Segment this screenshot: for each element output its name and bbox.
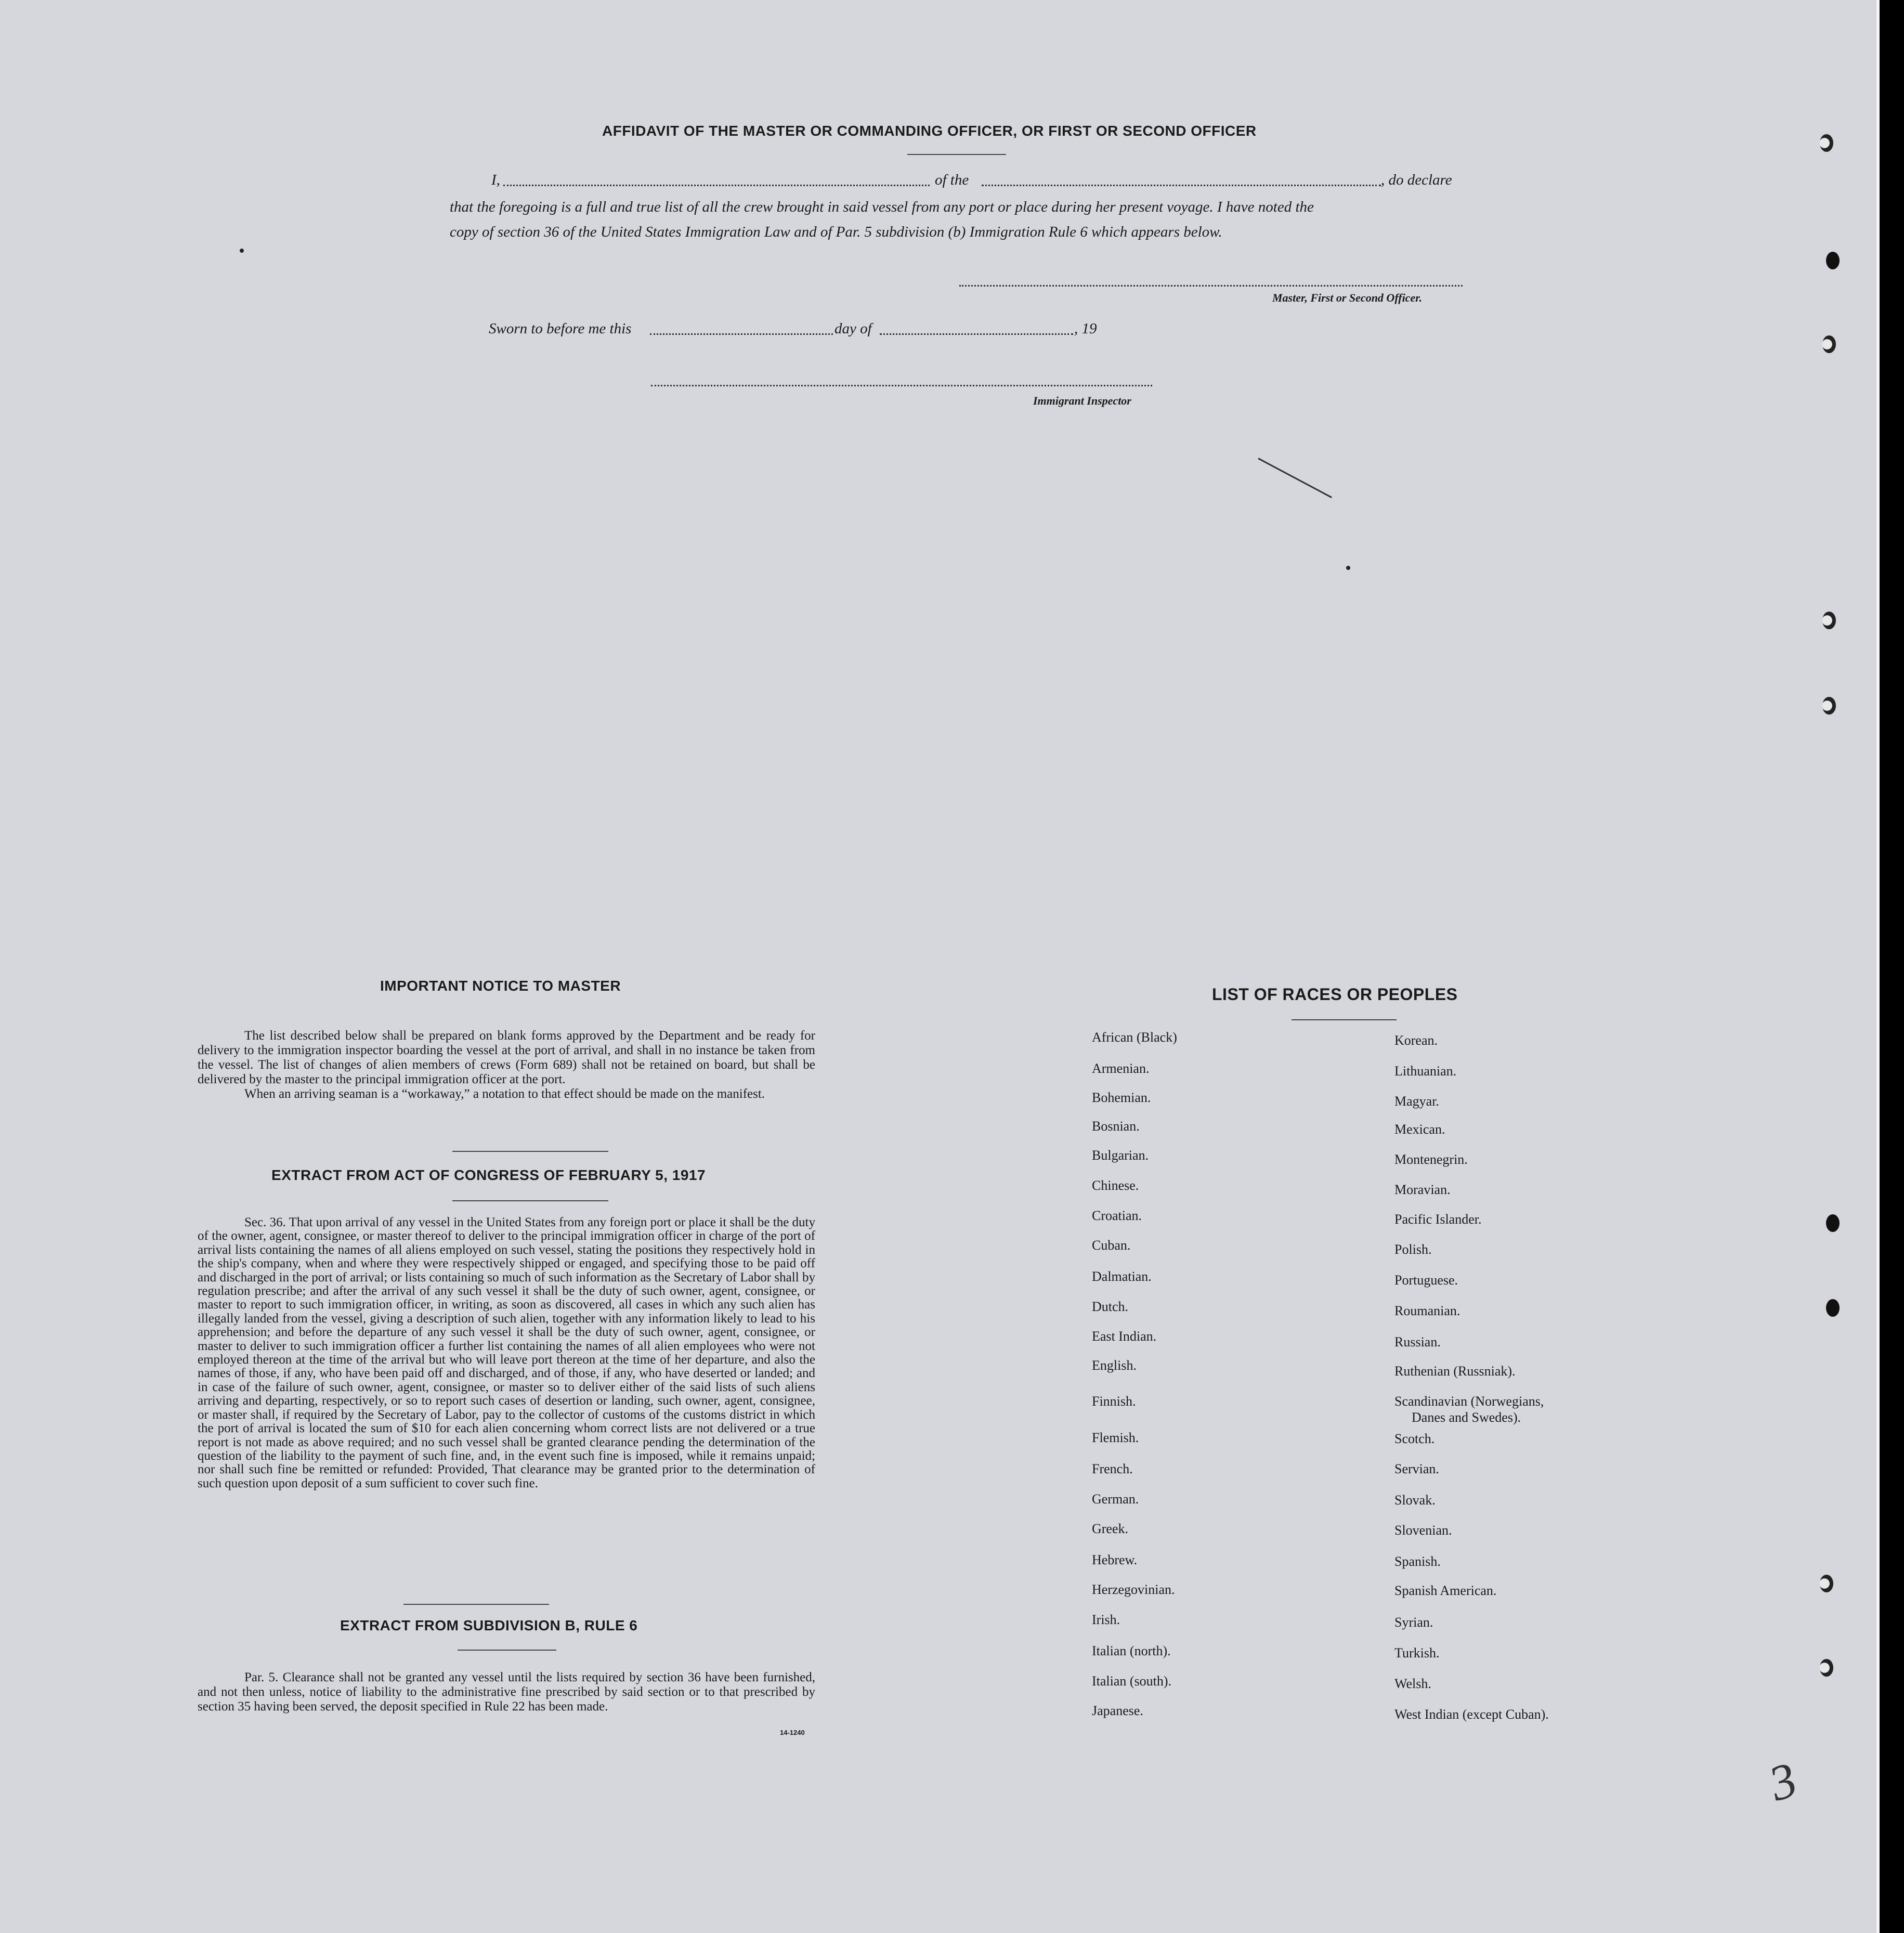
race-left-item: Croatian. [1092, 1208, 1142, 1223]
rule-extract-title: EXTRACT FROM SUBDIVISION B, RULE 6 [340, 1617, 638, 1633]
race-right-item: Portuguese. [1394, 1273, 1458, 1288]
sworn-label: Sworn to before me this [489, 320, 632, 337]
race-right-item: Scandinavian (Norwegians, [1394, 1394, 1544, 1409]
binder-hole [1822, 335, 1836, 353]
race-left-item: Irish. [1092, 1612, 1120, 1627]
race-right-item: Turkish. [1394, 1645, 1440, 1660]
rule-par-5-text: Par. 5. Clearance shall not be granted any vessel until the lists required by section 36 have been furnished, and not then unless, notice of liability to the administrative fine prescribed by said section or to that prescribed by section 35 having been served, the deposit specified in Rule 22 has been made. [198, 1670, 815, 1714]
binder-hole [1826, 1214, 1840, 1232]
binder-hole [1826, 252, 1840, 269]
binder-hole [1820, 1659, 1833, 1677]
race-left-item: Italian (south). [1092, 1673, 1172, 1689]
pen-stroke [1258, 458, 1332, 498]
affidavit-line-3: copy of section 36 of the United States Immigration Law and of Par. 5 subdivision (b) Immigration Rule 6 which appears below. [450, 224, 1222, 240]
race-right-item: Ruthenian (Russniak). [1394, 1364, 1516, 1379]
divider [403, 1604, 549, 1605]
divider [907, 154, 1006, 155]
race-left-item: Cuban. [1092, 1238, 1131, 1253]
race-right-item: Roumanian. [1394, 1303, 1460, 1318]
race-left-item: Bohemian. [1092, 1090, 1151, 1105]
year-label: , 19 [1074, 320, 1097, 337]
race-left-item: Armenian. [1092, 1061, 1150, 1076]
rule-extract-body [198, 1670, 815, 1714]
speck [1346, 566, 1350, 570]
race-left-item: French. [1092, 1461, 1133, 1476]
race-right-item: Moravian. [1394, 1182, 1451, 1197]
affidavit-i-label: I, [491, 172, 500, 188]
affidavit-title: AFFIDAVIT OF THE MASTER OR COMMANDING OFFICER, OR FIRST OR SECOND OFFICER [602, 123, 1257, 139]
act-extract-title: EXTRACT FROM ACT OF CONGRESS OF FEBRUARY 5, 1917 [271, 1167, 706, 1183]
race-left-item: Italian (north). [1092, 1643, 1171, 1658]
race-right-item: Syrian. [1394, 1615, 1433, 1630]
vessel-blank[interactable] [982, 185, 1381, 186]
race-left-item: Dalmatian. [1092, 1269, 1152, 1284]
race-right-item: Spanish American. [1394, 1583, 1497, 1598]
affidavit-line-2: that the foregoing is a full and true list of all the crew brought in said vessel from any port or place during her present voyage. I have noted the [450, 199, 1314, 215]
act-section-36-text: Sec. 36. That upon arrival of any vessel in the United States from any foreign port or place it shall be the duty of the owner, agent, consignee, or master thereof to deliver to the principal immigration officer in charge of the port of arrival lists containing the names of all aliens employed on such vessel, stating the positions they respectively hold in the ship's company, when and where they were respectively shipped or engaged, and specifying those to be paid off and discharged in the port of arrival; or lists containing so much of such information as the Secretary of Labor shall by regulation prescribe; and after the arrival of any such vessel it shall be the duty of such owner, agent, consignee, or master to report to such immigration officer, in writing, as soon as discovered, all cases in which any such alien has illegally landed from the vessel, giving a description of such alien, together with any information likely to lead to his apprehension; and before the departure of any such vessel it shall be the duty of such owner, agent, consignee, or master to deliver to such immigration officer a further list containing the names of all alien employees who were not employed thereon at the time of the arrival but who will leave port thereon at the time of her departure, and also the names of those, if any, who have been paid off and discharged, and of those, if any, who have deserted or landed; and in case of the failure of such owner, agent, consignee, or master so to deliver either of the said lists of such aliens arriving and departing, respectively, or so to report such cases of desertion or landing, such owner, agent, consignee, or master shall, if required by the Secretary of Labor, pay to the collector of customs of the customs district in which the port of arrival is located the sum of $10 for each alien concerning whom correct lists are not delivered or a true report is not made as above required; and no such vessel shall be granted clearance pending the determination of the question of the liability to the payment of such fine, and, in the event such fine is imposed, while it remains unpaid; nor shall such fine be remitted or refunded: Provided, That clearance may be granted prior to the determination of such question upon deposit of a sum sufficient to cover such fine. [198, 1215, 815, 1490]
act-extract-body [198, 1216, 815, 1490]
race-right-item: Russian. [1394, 1334, 1441, 1350]
race-left-item: German. [1092, 1491, 1139, 1507]
race-right-item: West Indian (except Cuban). [1394, 1707, 1549, 1722]
master-signature-line[interactable] [959, 285, 1463, 287]
divider [452, 1200, 608, 1201]
race-right-item: Pacific Islander. [1394, 1212, 1482, 1227]
master-signature-label: Master, First or Second Officer. [1272, 291, 1423, 304]
binder-hole [1822, 697, 1836, 715]
race-right-item: Magyar. [1394, 1094, 1439, 1109]
divider [458, 1650, 556, 1651]
race-left-item: Flemish. [1092, 1430, 1139, 1445]
race-left-item: East Indian. [1092, 1329, 1157, 1344]
race-scandinavian-continuation: Danes and Swedes). [1412, 1410, 1521, 1425]
race-left-item: English. [1092, 1358, 1137, 1373]
race-right-item: Mexican. [1394, 1122, 1445, 1137]
race-left-item: Dutch. [1092, 1299, 1129, 1314]
race-right-item: Scotch. [1394, 1431, 1435, 1446]
divider [452, 1151, 608, 1152]
race-left-item: Japanese. [1092, 1703, 1143, 1718]
binder-hole [1820, 134, 1833, 152]
day-of-label: day of [834, 320, 872, 337]
race-right-item: Korean. [1394, 1033, 1438, 1048]
race-right-item: Slovak. [1394, 1493, 1436, 1508]
race-left-item: Greek. [1092, 1521, 1129, 1536]
sworn-month-blank[interactable] [880, 333, 1073, 335]
race-left-item: Chinese. [1092, 1178, 1139, 1193]
form-number: 14-1240 [780, 1729, 805, 1736]
divider [1292, 1019, 1397, 1020]
sworn-day-blank[interactable] [650, 333, 833, 335]
race-right-item: Welsh. [1394, 1676, 1431, 1691]
notice-paragraph-2: When an arriving seaman is a “workaway,” a notation to that effect should be made on the manifest. [244, 1087, 765, 1101]
race-right-item: Servian. [1394, 1461, 1439, 1476]
speck [240, 249, 244, 253]
race-left-item: Bulgarian. [1092, 1148, 1149, 1163]
notice-body [198, 1029, 815, 1101]
race-left-item: Finnish. [1092, 1394, 1136, 1409]
race-left-item: Hebrew. [1092, 1552, 1138, 1567]
race-right-item: Montenegrin. [1394, 1152, 1468, 1167]
binder-hole [1820, 1575, 1833, 1592]
binder-hole [1826, 1299, 1840, 1317]
races-title: LIST OF RACES OR PEOPLES [1212, 985, 1458, 1004]
race-left-item: Bosnian. [1092, 1119, 1140, 1134]
notice-paragraph-1: The list described below shall be prepared on blank forms approved by the Department and be ready for delivery to the immigration inspector boarding the vessel at the port of arrival, and shall in no instance be taken from the vessel. The list of changes of alien members of crews (Form 689) shall not be retained on board, but shall be delivered by the master to the principal immigration officer at the port. [198, 1029, 815, 1086]
notice-title: IMPORTANT NOTICE TO MASTER [380, 978, 621, 994]
name-blank[interactable] [503, 185, 930, 186]
race-left-item: African (Black) [1092, 1030, 1177, 1045]
affidavit-declare-label: , do declare [1381, 172, 1452, 188]
race-right-item: Slovenian. [1394, 1523, 1452, 1538]
affidavit-of-the-label: of the [935, 172, 969, 188]
binder-hole [1822, 612, 1836, 629]
race-left-item: Herzegovinian. [1092, 1582, 1175, 1597]
handwritten-mark: 3 [1762, 1751, 1804, 1812]
inspector-label: Immigrant Inspector [1033, 394, 1131, 407]
race-right-item: Lithuanian. [1394, 1063, 1457, 1079]
inspector-signature-line[interactable] [651, 385, 1152, 386]
race-right-item: Polish. [1394, 1242, 1432, 1257]
race-right-item: Spanish. [1394, 1554, 1441, 1569]
